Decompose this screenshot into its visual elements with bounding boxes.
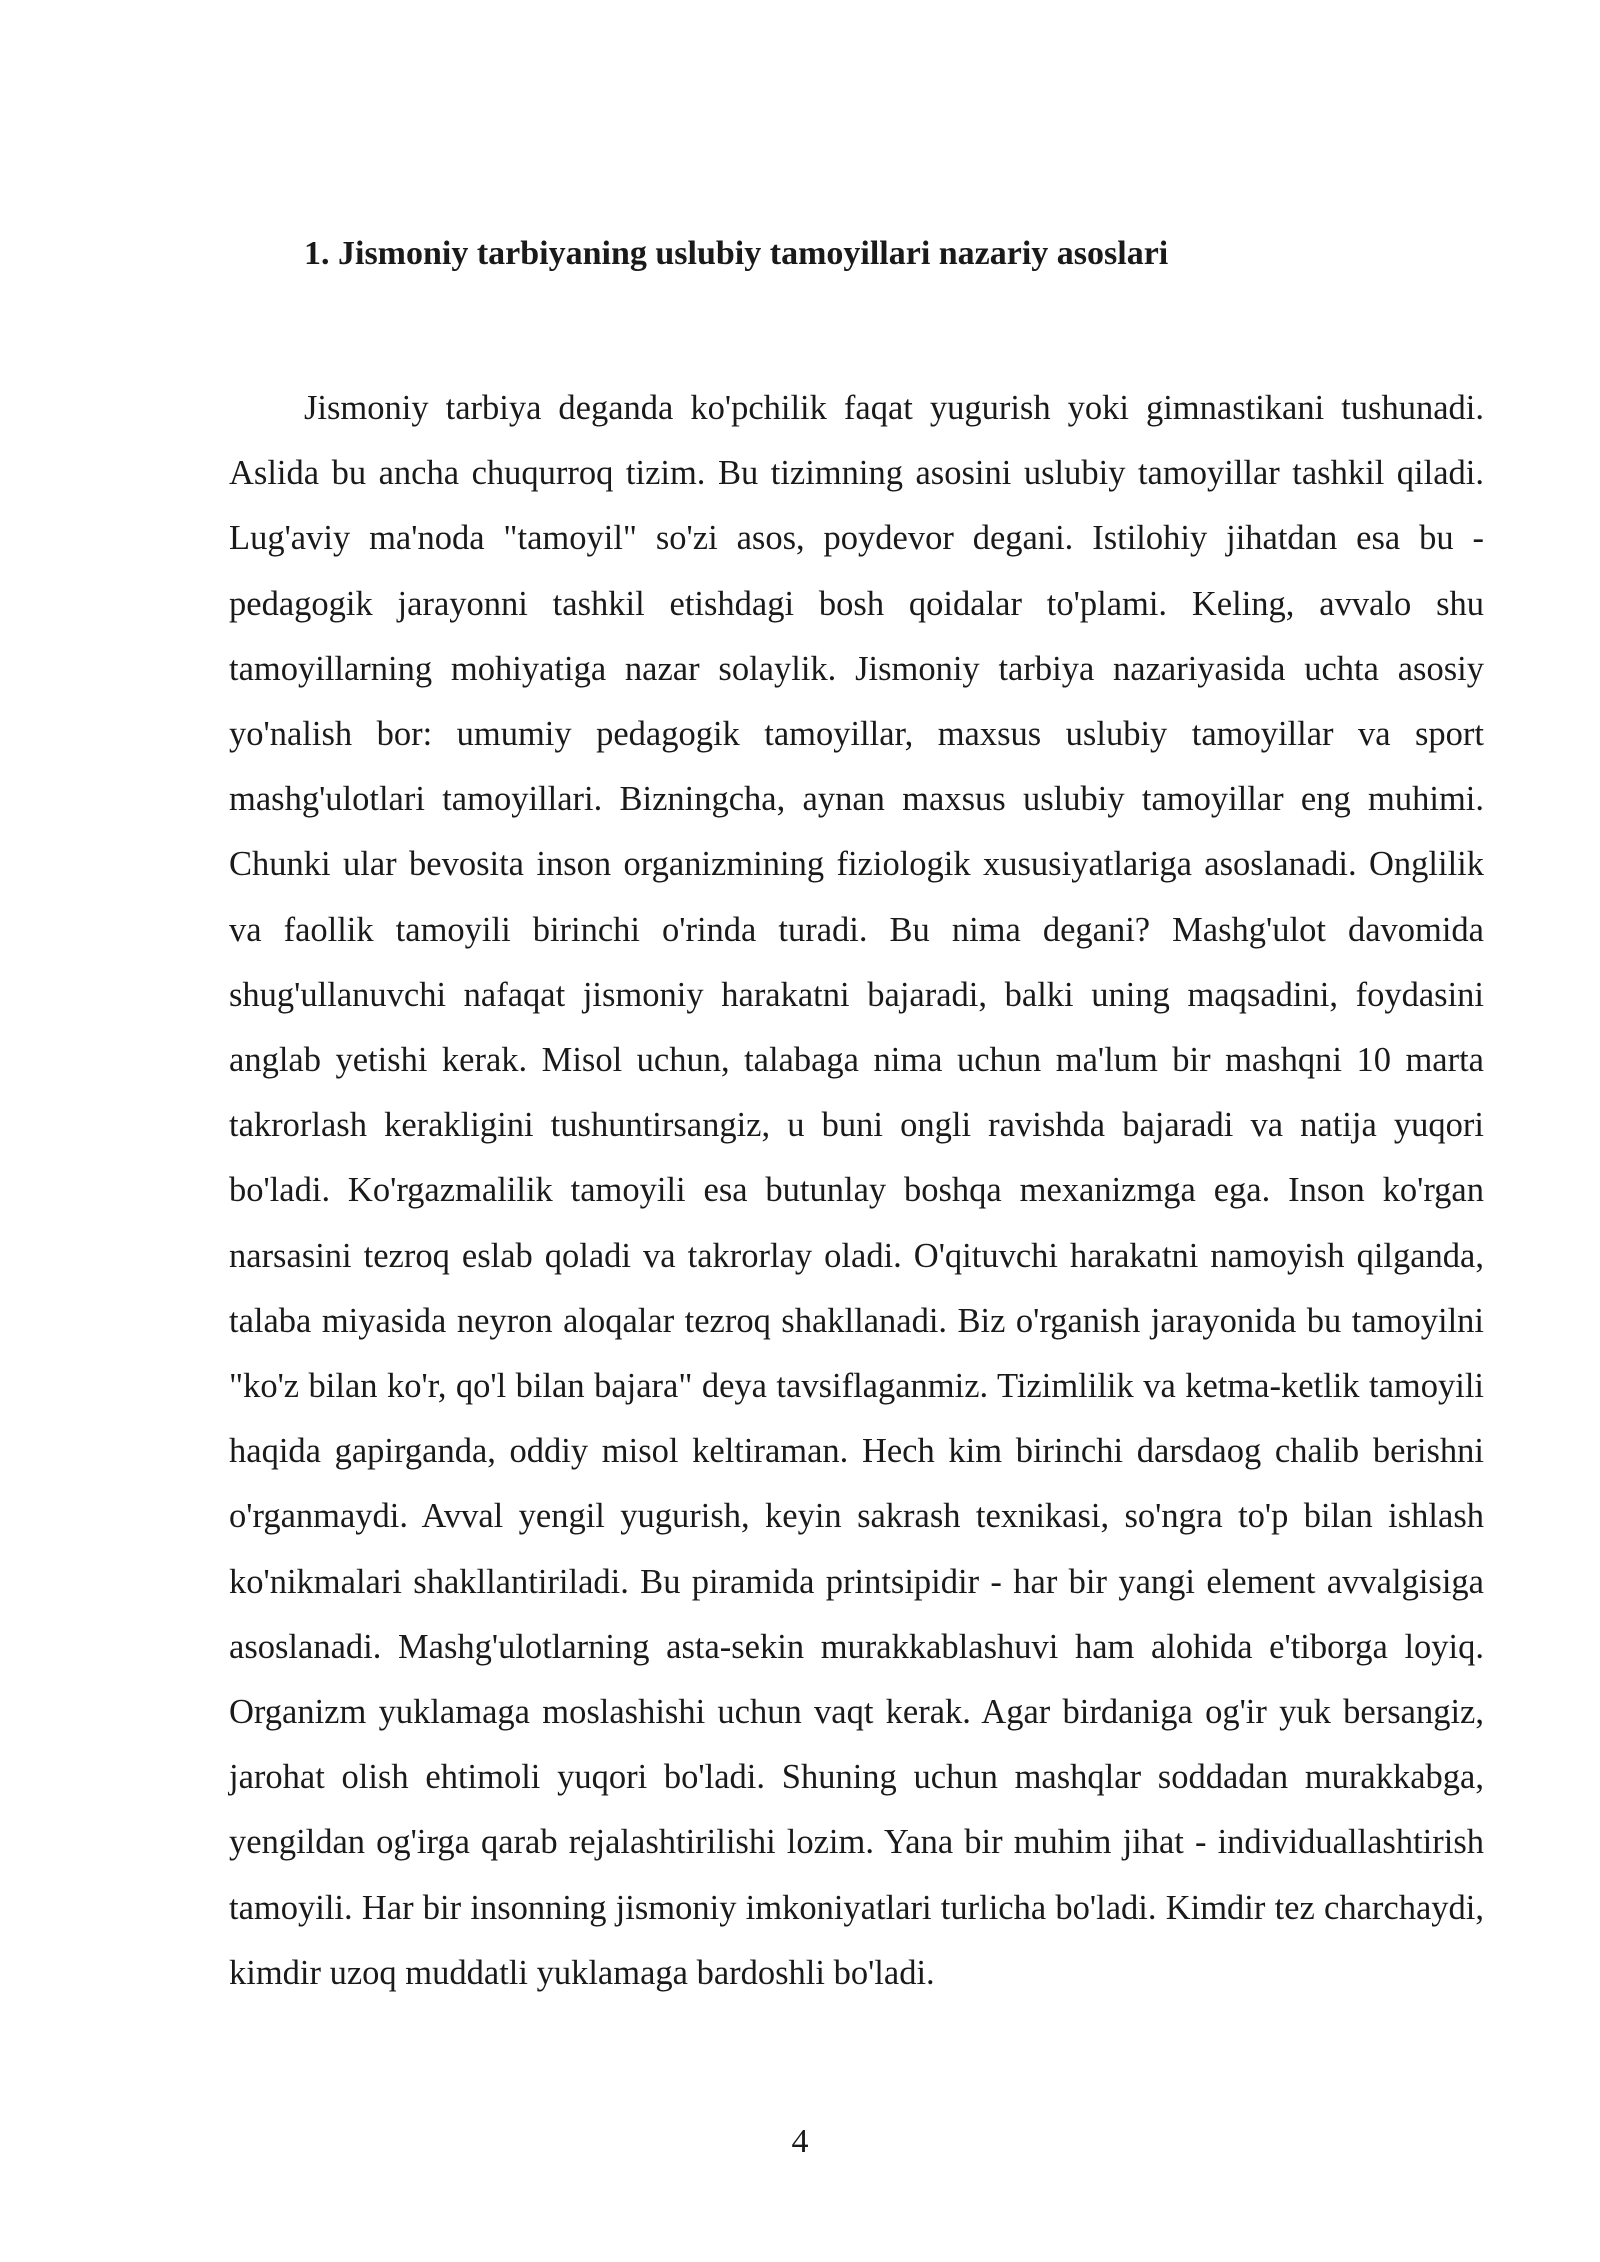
body-paragraph: Jismoniy tarbiya deganda ko'pchilik faqat yugurish yoki gimnastikani tushunadi. Aslida bu ancha chuqurroq tizim. Bu tizimning asosini uslubiy tamoyillar tashkil qiladi. Lug'aviy ma'noda "tamoyil" so'zi asos, poydevor degani. Istilohiy jihatdan esa bu - pedagogik jarayonni tashkil etishdagi bosh qoidalar to'plami. Keling, avvalo shu tamoyillarning mohiyatiga nazar solaylik. Jismoniy tarbiya nazariyasida uchta asosiy yo'nalish bor: umumiy pedagogik tamoyillar, maxsus uslubiy tamoyillar va sport mashg'ulotlari tamoyillari. Bizningcha, aynan maxsus uslubiy tamoyillar eng muhimi. Chunki ular bevosita inson organizmining fiziologik xususiyatlariga asoslanadi. Onglilik va faollik tamoyili birinchi o'rinda turadi. Bu nima degani? Mashg'ulot davomida shug'ullanuvchi nafaqat jismoniy harakatni bajaradi, balki uning maqsadini, foydasini anglab yetishi kerak. Misol uchun, talabaga nima uchun ma'lum bir mashqni 10 marta takrorlash kerakligini tushuntirsangiz, u buni ongli ravishda bajaradi va natija yuqori bo'ladi. Ko'rgazmalilik tamoyili esa butunlay boshqa mexanizmga ega. Inson ko'rgan narsasini tezroq eslab qoladi va takrorlay oladi. O'qituvchi harakatni namoyish qilganda, talaba miyasida neyron aloqalar tezroq shakllanadi. Biz o'rganish jarayonida bu tamoyilni "ko'z bilan ko'r, qo'l bilan bajara" deya tavsiflaganmiz. Tizimlilik va ketma-ketlik tamoyili haqida gapirganda, oddiy misol keltiraman. Hech kim birinchi darsdaog chalib berishni o'rganmaydi. Avval yengil yugurish, keyin sakrash texnikasi, so'ngra to'p bilan ishlash ko'nikmalari shakllantiriladi. Bu piramida printsipidir - har bir yangi element avvalgisiga asoslanadi. Mashg'ulotlarning asta-sekin murakkablashuvi ham alohida e'tiborga loyiq. Organizm yuklamaga moslashishi uchun vaqt kerak. Agar birdaniga og'ir yuk bersangiz, jarohat olish ehtimoli yuqori bo'ladi. Shuning uchun mashqlar soddadan murakkabga, yengildan og'irga qarab rejalashtirilishi lozim. Yana bir muhim jihat - individuallashtirish tamoyili. Har bir insonning jismoniy imkoniyatlari turlicha bo'ladi. Kimdir tez charchaydi, kimdir uzoq muddatli yuklamaga bardoshli bo'ladi. xyxy=(229,389,1484,1992)
section-heading: 1. Jismoniy tarbiyaning uslubiy tamoyillari nazariy asoslari xyxy=(304,235,1169,272)
page-number: 4 xyxy=(791,2123,809,2160)
